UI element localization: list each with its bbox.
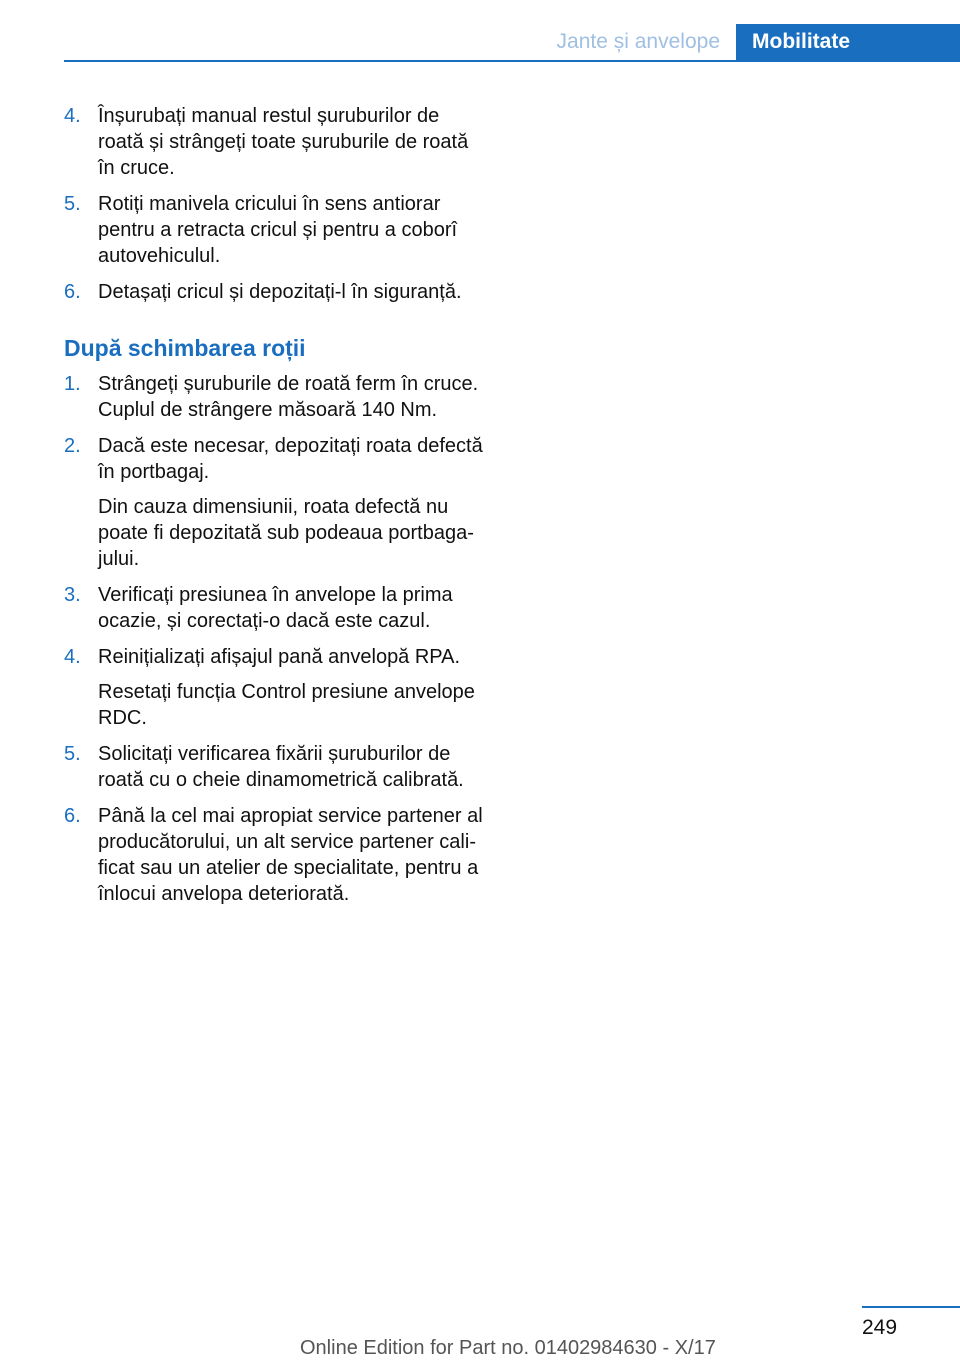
step-number: 4. (64, 646, 81, 668)
steps-list-after (64, 371, 484, 907)
step-number: 6. (64, 805, 81, 827)
step-note: Din cauza dimensiunii, roata defectă nu poate fi depozitată sub podeaua portbagajului. (98, 496, 474, 570)
step-note: Resetați funcția Control presiune anvelope RDC. (98, 681, 475, 729)
step-number: 5. (64, 743, 81, 765)
list-item (64, 582, 484, 634)
step-text: Până la cel mai apropiat service partener al producătorului, un alt service partener calificat sau un atelier de specialitate, pentru a înlocui anvelopa deteriorată. (98, 805, 483, 905)
header-rule (64, 60, 960, 62)
step-text: Dacă este necesar, depozitați roata defectă în portbagaj. (98, 435, 483, 483)
list-item (64, 371, 484, 423)
page-header (0, 0, 960, 64)
list-item (64, 103, 484, 181)
steps-list-top (64, 103, 484, 305)
step-number: 6. (64, 281, 81, 303)
step-number: 3. (64, 584, 81, 606)
section-heading: După schimbarea roții (64, 335, 306, 361)
section-title: Jante și anvelope (556, 30, 720, 53)
list-item (64, 644, 484, 731)
step-number: 1. (64, 373, 81, 395)
step-text: Reinițializați afișajul pană anvelopă RPA. (98, 646, 461, 668)
list-item (64, 191, 484, 269)
step-number: 5. (64, 193, 81, 215)
page-number: 249 (862, 1316, 898, 1339)
chapter-title: Mobilitate (752, 30, 850, 53)
step-number: 2. (64, 435, 81, 457)
step-text: Verificați presiunea în anvelope la prima ocazie, și corectați-o dacă este cazul. (98, 584, 453, 632)
footer-rule (862, 1306, 960, 1308)
main-content (64, 103, 484, 917)
step-text: Rotiți manivela cricului în sens antiorar pentru a retracta cricul și pentru a coborî autovehiculul. (98, 193, 458, 267)
step-text: Strângeți șuruburile de roată ferm în cruce. Cuplul de strângere măsoară 140 Nm. (98, 373, 479, 421)
list-item (64, 433, 484, 572)
chapter-tab (736, 24, 960, 62)
step-text: Detașați cricul și depozitați-l în siguranță. (98, 281, 462, 303)
edition-footer: Online Edition for Part no. 01402984630 - X/17 (300, 1337, 716, 1359)
step-text: Solicitați verificarea fixării șuruburilor de roată cu o cheie dinamometrică calibrată. (98, 743, 464, 791)
list-item (64, 279, 484, 305)
step-text: Înșurubați manual restul șuruburilor de roată și strângeți toate șuruburile de roată în cruce. (98, 105, 469, 179)
step-number: 4. (64, 105, 81, 127)
list-item (64, 803, 484, 907)
list-item (64, 741, 484, 793)
